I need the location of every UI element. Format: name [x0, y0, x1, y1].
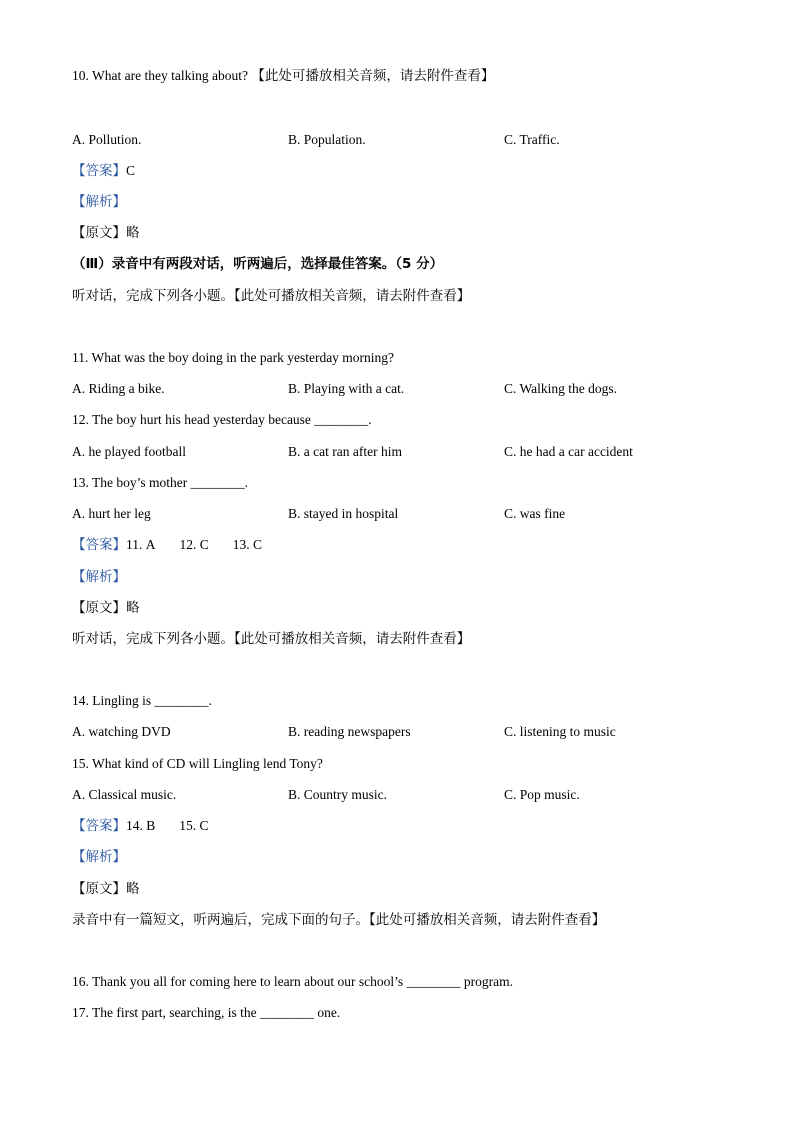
q14-option-c: C. listening to music: [504, 724, 616, 739]
answer-tag: 【答案】: [72, 163, 126, 179]
q12-option-b: B. a cat ran after him: [288, 444, 402, 459]
original-value: 略: [126, 600, 140, 616]
question-11: 11. What was the boy doing in the park yesterday morning?: [72, 350, 395, 365]
q14-option-b: B. reading newspapers: [288, 724, 411, 739]
original-value: 略: [126, 225, 140, 241]
q10-analysis: [72, 193, 126, 211]
answer-tag: 【答案】: [72, 818, 126, 834]
q10-option-b: B. Population.: [288, 132, 366, 147]
group2-analysis: [72, 848, 126, 866]
answer-13: 13. C: [232, 537, 263, 552]
section-3-heading: （Ⅲ）录音中有两段对话，听两遍后，选择最佳答案。（5 分）: [72, 256, 444, 272]
original-tag: 【原文】: [72, 600, 126, 616]
analysis-tag: 【解析】: [72, 569, 126, 585]
answer-14: 14. B: [126, 818, 156, 833]
q13-option-c: C. was fine: [504, 506, 566, 521]
q14-option-a: A. watching DVD: [72, 724, 171, 739]
answer-11: 11. A: [126, 537, 156, 552]
answer-value: C: [126, 163, 136, 178]
original-value: 略: [126, 881, 140, 897]
question-14: 14. Lingling is ________.: [72, 693, 212, 708]
q10-answer: [72, 162, 135, 180]
q15-option-b: B. Country music.: [288, 787, 388, 802]
instruction-2[interactable]: 听对话，完成下列各小题。【此处可播放相关音频，请去附件查看】: [72, 631, 471, 647]
question-15: 15. What kind of CD will Lingling lend Tony?: [72, 756, 323, 771]
q15-option-a: A. Classical music.: [72, 787, 177, 802]
original-tag: 【原文】: [72, 881, 126, 897]
original-tag: 【原文】: [72, 225, 126, 241]
q10-option-c: C. Traffic.: [504, 132, 560, 147]
question-12: 12. The boy hurt his head yesterday because ________.: [72, 412, 372, 427]
q10-option-a: A. Pollution.: [72, 132, 142, 147]
group1-analysis: [72, 568, 126, 586]
q10-original: [72, 224, 140, 242]
question-10: [72, 67, 494, 85]
q13-option-b: B. stayed in hospital: [288, 506, 399, 521]
answer-15: 15. C: [179, 818, 209, 833]
group2-answer: [72, 817, 209, 835]
group2-original: [72, 880, 140, 898]
instruction-3[interactable]: 录音中有一篇短文，听两遍后，完成下面的句子。【此处可播放相关音频，请去附件查看】: [72, 912, 606, 928]
audio-note[interactable]: 【此处可播放相关音频，请去附件查看】: [251, 68, 495, 84]
question-text: 10. What are they talking about?: [72, 68, 252, 83]
answer-12: 12. C: [179, 537, 209, 552]
question-16: 16. Thank you all for coming here to learn about our school’s ________ program.: [72, 974, 514, 989]
question-17: 17. The first part, searching, is the ________ one.: [72, 1005, 341, 1020]
analysis-tag: 【解析】: [72, 194, 126, 210]
group1-answer: [72, 536, 262, 554]
answer-tag: 【答案】: [72, 537, 126, 553]
question-13: 13. The boy’s mother ________.: [72, 475, 248, 490]
q13-option-a: A. hurt her leg: [72, 506, 151, 521]
q11-option-a: A. Riding a bike.: [72, 381, 165, 396]
section-3-instruction[interactable]: 听对话，完成下列各小题。【此处可播放相关音频，请去附件查看】: [72, 288, 471, 304]
q12-option-a: A. he played football: [72, 444, 186, 459]
q11-option-c: C. Walking the dogs.: [504, 381, 618, 396]
q11-option-b: B. Playing with a cat.: [288, 381, 405, 396]
q12-option-c: C. he had a car accident: [504, 444, 633, 459]
group1-original: [72, 599, 140, 617]
analysis-tag: 【解析】: [72, 849, 126, 865]
q15-option-c: C. Pop music.: [504, 787, 580, 802]
